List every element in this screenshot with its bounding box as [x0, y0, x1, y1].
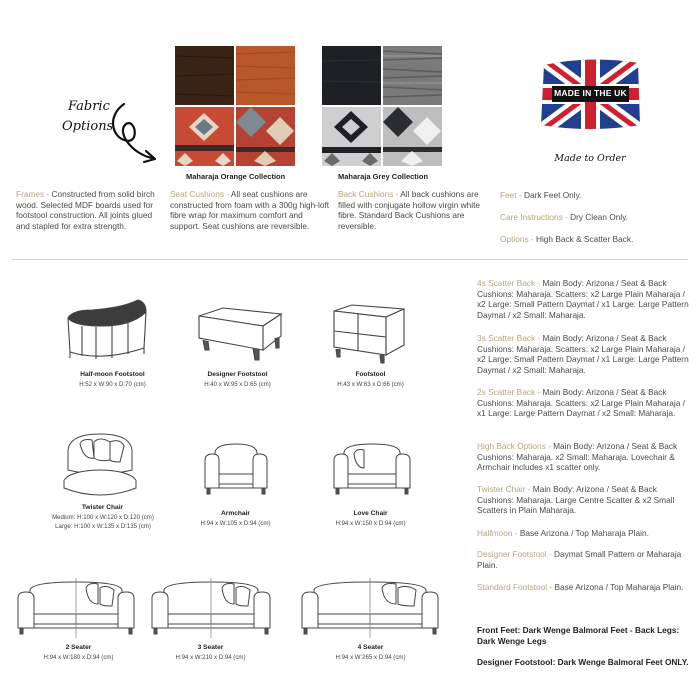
- option-halfmoon: Halfmoon - Base Arizona / Top Maharaja Plain.: [477, 528, 649, 538]
- twister-chair-drawing: [60, 430, 140, 502]
- option-4s-label: 4s Scatter Back: [477, 278, 536, 288]
- option-2s-text: Main Body: Arizona / Seat & Back Cushions: Maharaja. Scatters: x2 Large Plain Maharaja / x1 Large: Large Pattern Daymat / x2 Small: Maharaja.: [477, 387, 685, 419]
- curly-arrow-icon: [62, 96, 172, 176]
- option-3s-scatter-back: 3s Scatter Back - Main Body: Arizona / Seat & Back Cushions: Maharaja. Scatters: x2 Large Plain Maharaja / x2 Large: Small Pattern Daymat / x1 Large: Large Pattern Daymat / x2 Small: Maharaja.: [477, 333, 689, 375]
- feet-description: Feet - Dark Feet Only.: [500, 190, 582, 200]
- grey-plain-dark-swatch: [322, 46, 381, 105]
- made-in-uk-text: MADE IN THE UK: [554, 88, 627, 98]
- frames-text: Constructed from solid birch wood. Selected MDF boards used for footstool construction. All joints glued and stapled for extra strength.: [16, 189, 155, 231]
- designer-feet-note: Designer Footstool: Dark Wenge Balmoral Feet ONLY.: [477, 657, 689, 667]
- options-description: Options - High Back & Scatter Back.: [500, 234, 634, 244]
- four-seater-dims: H:94 x W:265 x D:94 (cm): [335, 654, 406, 661]
- halfmoon-footstool-name: Half-moon Footstool: [80, 371, 145, 378]
- twister-chair-name: Twister Chair: [81, 504, 124, 511]
- designer-footstool-drawing: [193, 306, 285, 362]
- grey-swatch-grid: [322, 46, 442, 166]
- option-standard-text: Base Arizona / Top Maharaja Plain.: [554, 582, 684, 592]
- option-twister-label: Twister Chair: [477, 484, 526, 494]
- three-seater-drawing: [150, 576, 272, 640]
- option-designer-label: Designer Footstool: [477, 549, 547, 559]
- designer-footstool-dims: H:40 x W:95 x D:65 (cm): [204, 381, 271, 388]
- three-seater-dims: H:94 x W:210 x D:94 (cm): [175, 654, 246, 661]
- orange-pattern-swatch-1: [175, 107, 234, 166]
- twister-chair-dims-medium: Medium: H:100 x W:120 x D:120 (cm): [52, 514, 154, 521]
- made-to-order-text: Made to Order: [554, 153, 626, 164]
- love-chair-dims: H:94 x W:150 x D:94 (cm): [335, 520, 406, 527]
- two-seater-dims: H:94 x W:180 x D:94 (cm): [43, 654, 114, 661]
- fabric-options-line2: Options: [62, 119, 114, 134]
- options-label: Options: [500, 234, 529, 244]
- orange-plain-rust-swatch: [236, 46, 295, 105]
- grey-pattern-swatch-1: [322, 107, 381, 166]
- seat-cushions-description: Seat Cushions - All seat cushions are constructed from foam with a 300g high-loft fibre wrap for maximum comfort and support. Seat cushions are reversible.: [170, 189, 330, 231]
- seat-cushions-label: Seat Cushions: [170, 189, 224, 199]
- back-cushions-description: Back Cushions - All back cushions are filled with conjugate hollow virgin white fibre. Standard Back Cushions are reversible.: [338, 189, 481, 231]
- fabric-options-label: [62, 96, 172, 176]
- section-divider: [12, 259, 688, 260]
- seat-cushions-text: All seat cushions are constructed from foam with a 300g high-loft fibre wrap for maximum comfort and support. Seat cushions are reversible.: [170, 189, 330, 231]
- designer-footstool-name: Designer Footstool: [207, 371, 268, 378]
- frames-label: Frames: [16, 189, 45, 199]
- feet-text: Dark Feet Only.: [523, 190, 582, 200]
- option-halfmoon-label: Halfmoon: [477, 528, 513, 538]
- care-description: Care Instructions - Dry Clean Only.: [500, 212, 629, 222]
- option-2s-label: 2s Scatter Back: [477, 387, 536, 397]
- three-seater-name: 3 Seater: [197, 644, 224, 651]
- orange-pattern-swatch-2: [236, 107, 295, 166]
- armchair-drawing: [203, 440, 269, 500]
- halfmoon-footstool-drawing: [62, 296, 152, 364]
- option-high-back: High Back Options - Main Body: Arizona / Seat & Back Cushions: Maharaja. x2 Small: Maharaja. Lovechair & Armchair includes x1 scatter only.: [477, 441, 678, 473]
- option-4s-scatter-back: 4s Scatter Back - Main Body: Arizona / Seat & Back Cushions: Maharaja. Scatters: x2 Large Plain Maharaja / x2 Large: Small Pattern Daymat / x1 Large: Large Pattern Daymat / x2 Small: Maharaja.: [477, 278, 689, 320]
- orange-plain-dark-swatch: [175, 46, 234, 105]
- footstool-dims: H:43 x W:63 x D:66 (cm): [337, 381, 404, 388]
- footstool-drawing: [330, 303, 408, 365]
- twister-chair-dims-large: Large: H:100 x W:135 x D:135 (cm): [55, 523, 151, 530]
- front-feet-note: Front Feet: Dark Wenge Balmoral Feet - Back Legs: Dark Wenge Legs: [477, 625, 680, 646]
- back-cushions-label: Back Cushions: [338, 189, 394, 199]
- armchair-dims: H:94 x W:105 x D:94 (cm): [200, 520, 271, 527]
- option-halfmoon-text: Base Arizona / Top Maharaja Plain.: [519, 528, 649, 538]
- two-seater-name: 2 Seater: [65, 644, 92, 651]
- care-label: Care Instructions: [500, 212, 563, 222]
- grey-pattern-swatch-2: [383, 107, 442, 166]
- halfmoon-footstool-dims: H:52 x W:90 x D:70 (cm): [79, 381, 146, 388]
- grey-collection-caption: Maharaja Grey Collection: [338, 172, 429, 181]
- feet-label: Feet: [500, 190, 517, 200]
- option-high-back-label: High Back Options: [477, 441, 546, 451]
- footstool-name: Footstool: [355, 371, 386, 378]
- four-seater-name: 4 Seater: [357, 644, 384, 651]
- orange-swatch-grid: [175, 46, 295, 166]
- option-4s-text: Main Body: Arizona / Seat & Back Cushions: Maharaja. Scatters: x2 Large Plain Maharaja / x2 Large: Small Pattern Daymat / x1 Large: Large Pattern Daymat / x2 Small: Maharaja.: [477, 278, 689, 320]
- grey-textured-swatch: [383, 46, 442, 105]
- orange-collection-caption: Maharaja Orange Collection: [186, 172, 286, 181]
- option-designer-text: Daymat Small Pattern or Maharaja Plain.: [477, 549, 682, 570]
- option-designer-footstool: Designer Footstool - Daymat Small Pattern or Maharaja Plain.: [477, 549, 682, 570]
- frames-description: Frames - Constructed from solid birch wood. Selected MDF boards used for footstool construction. All joints glued and stapled for extra strength.: [16, 189, 155, 231]
- option-standard-footstool: Standard Footstool - Base Arizona / Top Maharaja Plain.: [477, 582, 684, 592]
- love-chair-drawing: [332, 440, 412, 500]
- care-text: Dry Clean Only.: [570, 212, 629, 222]
- option-high-back-text: Main Body: Arizona / Seat & Back Cushions: Maharaja. x2 Small: Maharaja. Lovechair & Armchair includes x1 scatter only.: [477, 441, 678, 473]
- option-3s-label: 3s Scatter Back: [477, 333, 536, 343]
- made-in-uk-badge: [538, 55, 643, 133]
- option-twister-chair: Twister Chair - Main Body: Arizona / Seat & Back Cushions: Maharaja. Large Centre Scatter & x2 Small Scatters in Plain Maharaja.: [477, 484, 675, 516]
- fabric-options-line1: Fabric: [68, 99, 110, 114]
- options-text: High Back & Scatter Back.: [535, 234, 634, 244]
- armchair-name: Armchair: [221, 510, 250, 517]
- two-seater-drawing: [16, 576, 136, 640]
- back-cushions-text: All back cushions are filled with conjugate hollow virgin white fibre. Standard Back Cushions are reversible.: [338, 189, 481, 231]
- love-chair-name: Love Chair: [353, 510, 388, 517]
- option-standard-label: Standard Footstool: [477, 582, 548, 592]
- option-twister-text: Main Body: Arizona / Seat & Back Cushions: Maharaja. Large Centre Scatter & x2 Small Scatters in Plain Maharaja.: [477, 484, 675, 516]
- option-2s-scatter-back: 2s Scatter Back - Main Body: Arizona / Seat & Back Cushions: Maharaja. Scatters: x2 Large Plain Maharaja / x1 Large: Large Pattern Daymat / x2 Small: Maharaja.: [477, 387, 685, 419]
- four-seater-drawing: [300, 576, 440, 640]
- option-3s-text: Main Body: Arizona / Seat & Back Cushions: Maharaja. Scatters: x2 Large Plain Maharaja / x2 Large: Small Pattern Daymat / x1 Large: Large Pattern Daymat / x2 Small: Maharaja.: [477, 333, 689, 375]
